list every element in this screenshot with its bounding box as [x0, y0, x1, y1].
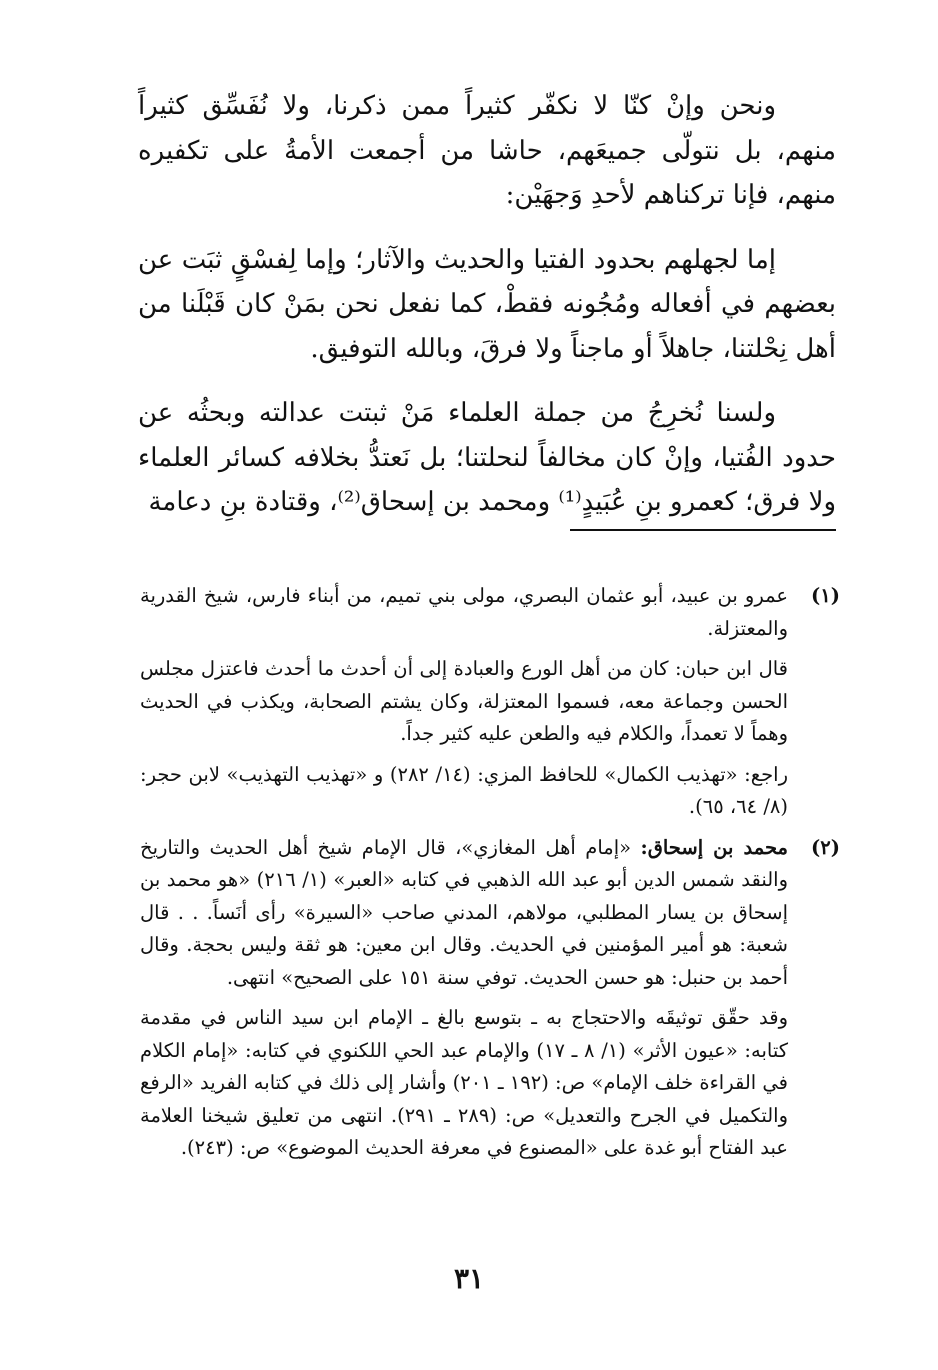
footnote-body: «إمام أهل المغازي»، قال الإمام شيخ أهل الحديث والتاريخ والنقد شمس الدين أبو عبد الله الذهبي في كتابه «العبر» (١/ ٢١٦) «هو محمد بن إسحاق بن يسار المطلبي، مولاهم، المدني صاحب «السيرة» رأى أنَساً. . . قال شعبة: هو أمير المؤمنين في الحديث. وقال ابن معين: هو ثقة وليس بحجة. وقال أحمد بن حنبل: هو حسن الحديث. توفي سنة ١٥١ على الصحيح» انتهى.	[140, 835, 788, 989]
paragraph: ولسنا نُخرِجُ من جملة العلماء مَنْ ثبتت عدالته وبحثُه عن حدود الفُتيا، وإنْ كان مخالفاً لنحلتنا؛ بل نَعتدُّ بخلافه كسائر العلماء ولا فرق؛ كعمرو بنِ عُبَيدٍ⁽¹⁾ ومحمد بن إسحاق⁽²⁾، وقتادة بنِ دعامة	[138, 398, 836, 517]
footnotes	[140, 580, 840, 1173]
paragraph: ونحن وإنْ كنّا لا نكفّر كثيراً ممن ذكرنا، ولا نُفَسِّق كثيراً منهم، بل نتولّى جميعَهم، حاشا من أجمعت الأمةُ على تكفيره منهم، فإنا تركناهم لأحدِ وَجهَيْن:	[138, 91, 836, 210]
main-text	[138, 84, 836, 545]
footnote-text: عمرو بن عبيد، أبو عثمان البصري، مولى بني تميم، من أبناء فارس، شيخ القدرية والمعتزلة.	[140, 584, 788, 640]
footnote-lead: محمد بن إسحاق:	[640, 835, 788, 859]
page-number: ٣١	[453, 1262, 485, 1295]
footnote-text: قال ابن حبان: كان من أهل الورع والعبادة إلى أن أحدث ما أحدث فاعتزل مجلس الحسن وجماعة معه، فسموا المعتزلة، وكان يشتم الصحابة، ويكذب في الحديث وهماً لا تعمداً، والكلام فيه والطعن عليه كثير جداً.	[140, 657, 788, 745]
footnote-divider	[570, 529, 836, 531]
footnote	[140, 832, 840, 1165]
footnote	[140, 580, 840, 824]
footnote-number: (٢)	[811, 835, 840, 859]
footnote-number: (١)	[811, 584, 840, 607]
footnote-text: وقد حقّق توثيقَه والاحتجاج به ـ بتوسع بالغ ـ الإمام ابن سيد الناس في مقدمة كتابه: «عيون الأثر» (١/ ٨ ـ ١٧) والإمام عبد الحي اللكنوي في كتابه: «إمام الكلام في القراءة خلف الإمام» ص: (١٩٢ ـ ٢٠١) وأشار إلى ذلك في كتابه الفريد «الرفع والتكميل في الجرح والتعديل» ص: (٢٨٩ ـ ٢٩١). انتهى من تعليق شيخنا العلامة عبد الفتاح أبو غدة على «المصنوع في معرفة الحديث الموضوع» ص: (٢٤٣).	[140, 1006, 788, 1159]
footnote-text	[140, 832, 788, 995]
paragraph: إما لجهلهم بحدود الفتيا والحديث والآثار؛ وإما لِفسْقٍ ثبَت عن بعضهم في أفعاله ومُجُونه فقطْ، كما نفعل نحن بمَنْ كان قَبْلَنا من أهل نِحْلتنا، جاهلاً أو ماجناً ولا فرقَ، وبالله التوفيق.	[138, 244, 836, 364]
footnote-text: راجع: «تهذيب الكمال» للحافظ المزي: (١٤/ ٢٨٢) و «تهذيب التهذيب» لابن حجر: (٨/ ٦٤، ٦٥).	[140, 762, 788, 818]
